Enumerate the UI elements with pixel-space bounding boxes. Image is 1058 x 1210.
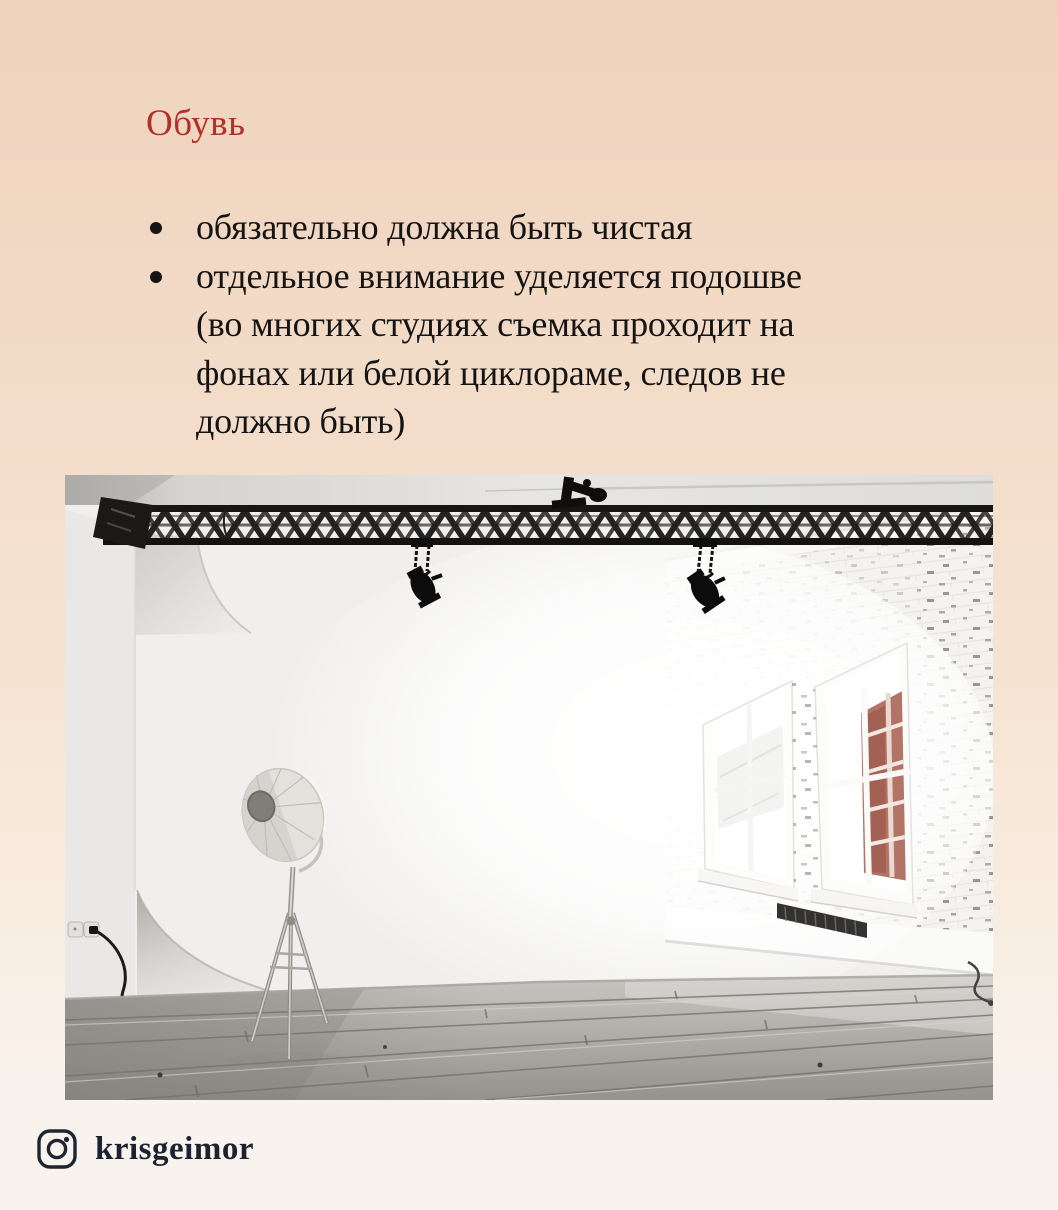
list-item-continuation xyxy=(148,397,938,446)
window-right xyxy=(811,643,917,918)
instagram-handle: krisgeimor xyxy=(95,1130,254,1167)
bullet-text: отдельное внимание уделяется подошве xyxy=(196,255,802,296)
instagram-icon xyxy=(36,1128,78,1170)
list-item xyxy=(148,252,938,301)
bullet-text: (во многих студиях съемка проходит на xyxy=(196,304,795,344)
list-item-continuation xyxy=(148,300,938,349)
bullet-text: должно быть) xyxy=(196,401,406,441)
footer xyxy=(36,1128,254,1170)
page-title: Обувь xyxy=(146,103,246,144)
bullet-dot xyxy=(150,271,162,283)
bullet-text: обязательно должна быть чистая xyxy=(196,207,693,247)
ceiling xyxy=(65,475,993,509)
studio-photo-illustration xyxy=(65,475,993,1100)
bullet-text: фонах или белой циклораме, следов не xyxy=(196,352,786,393)
studio-photo xyxy=(65,475,993,1100)
bullet-dot xyxy=(150,222,162,234)
list-item-continuation xyxy=(148,349,938,398)
bullet-list xyxy=(148,203,938,446)
list-item xyxy=(148,203,938,252)
